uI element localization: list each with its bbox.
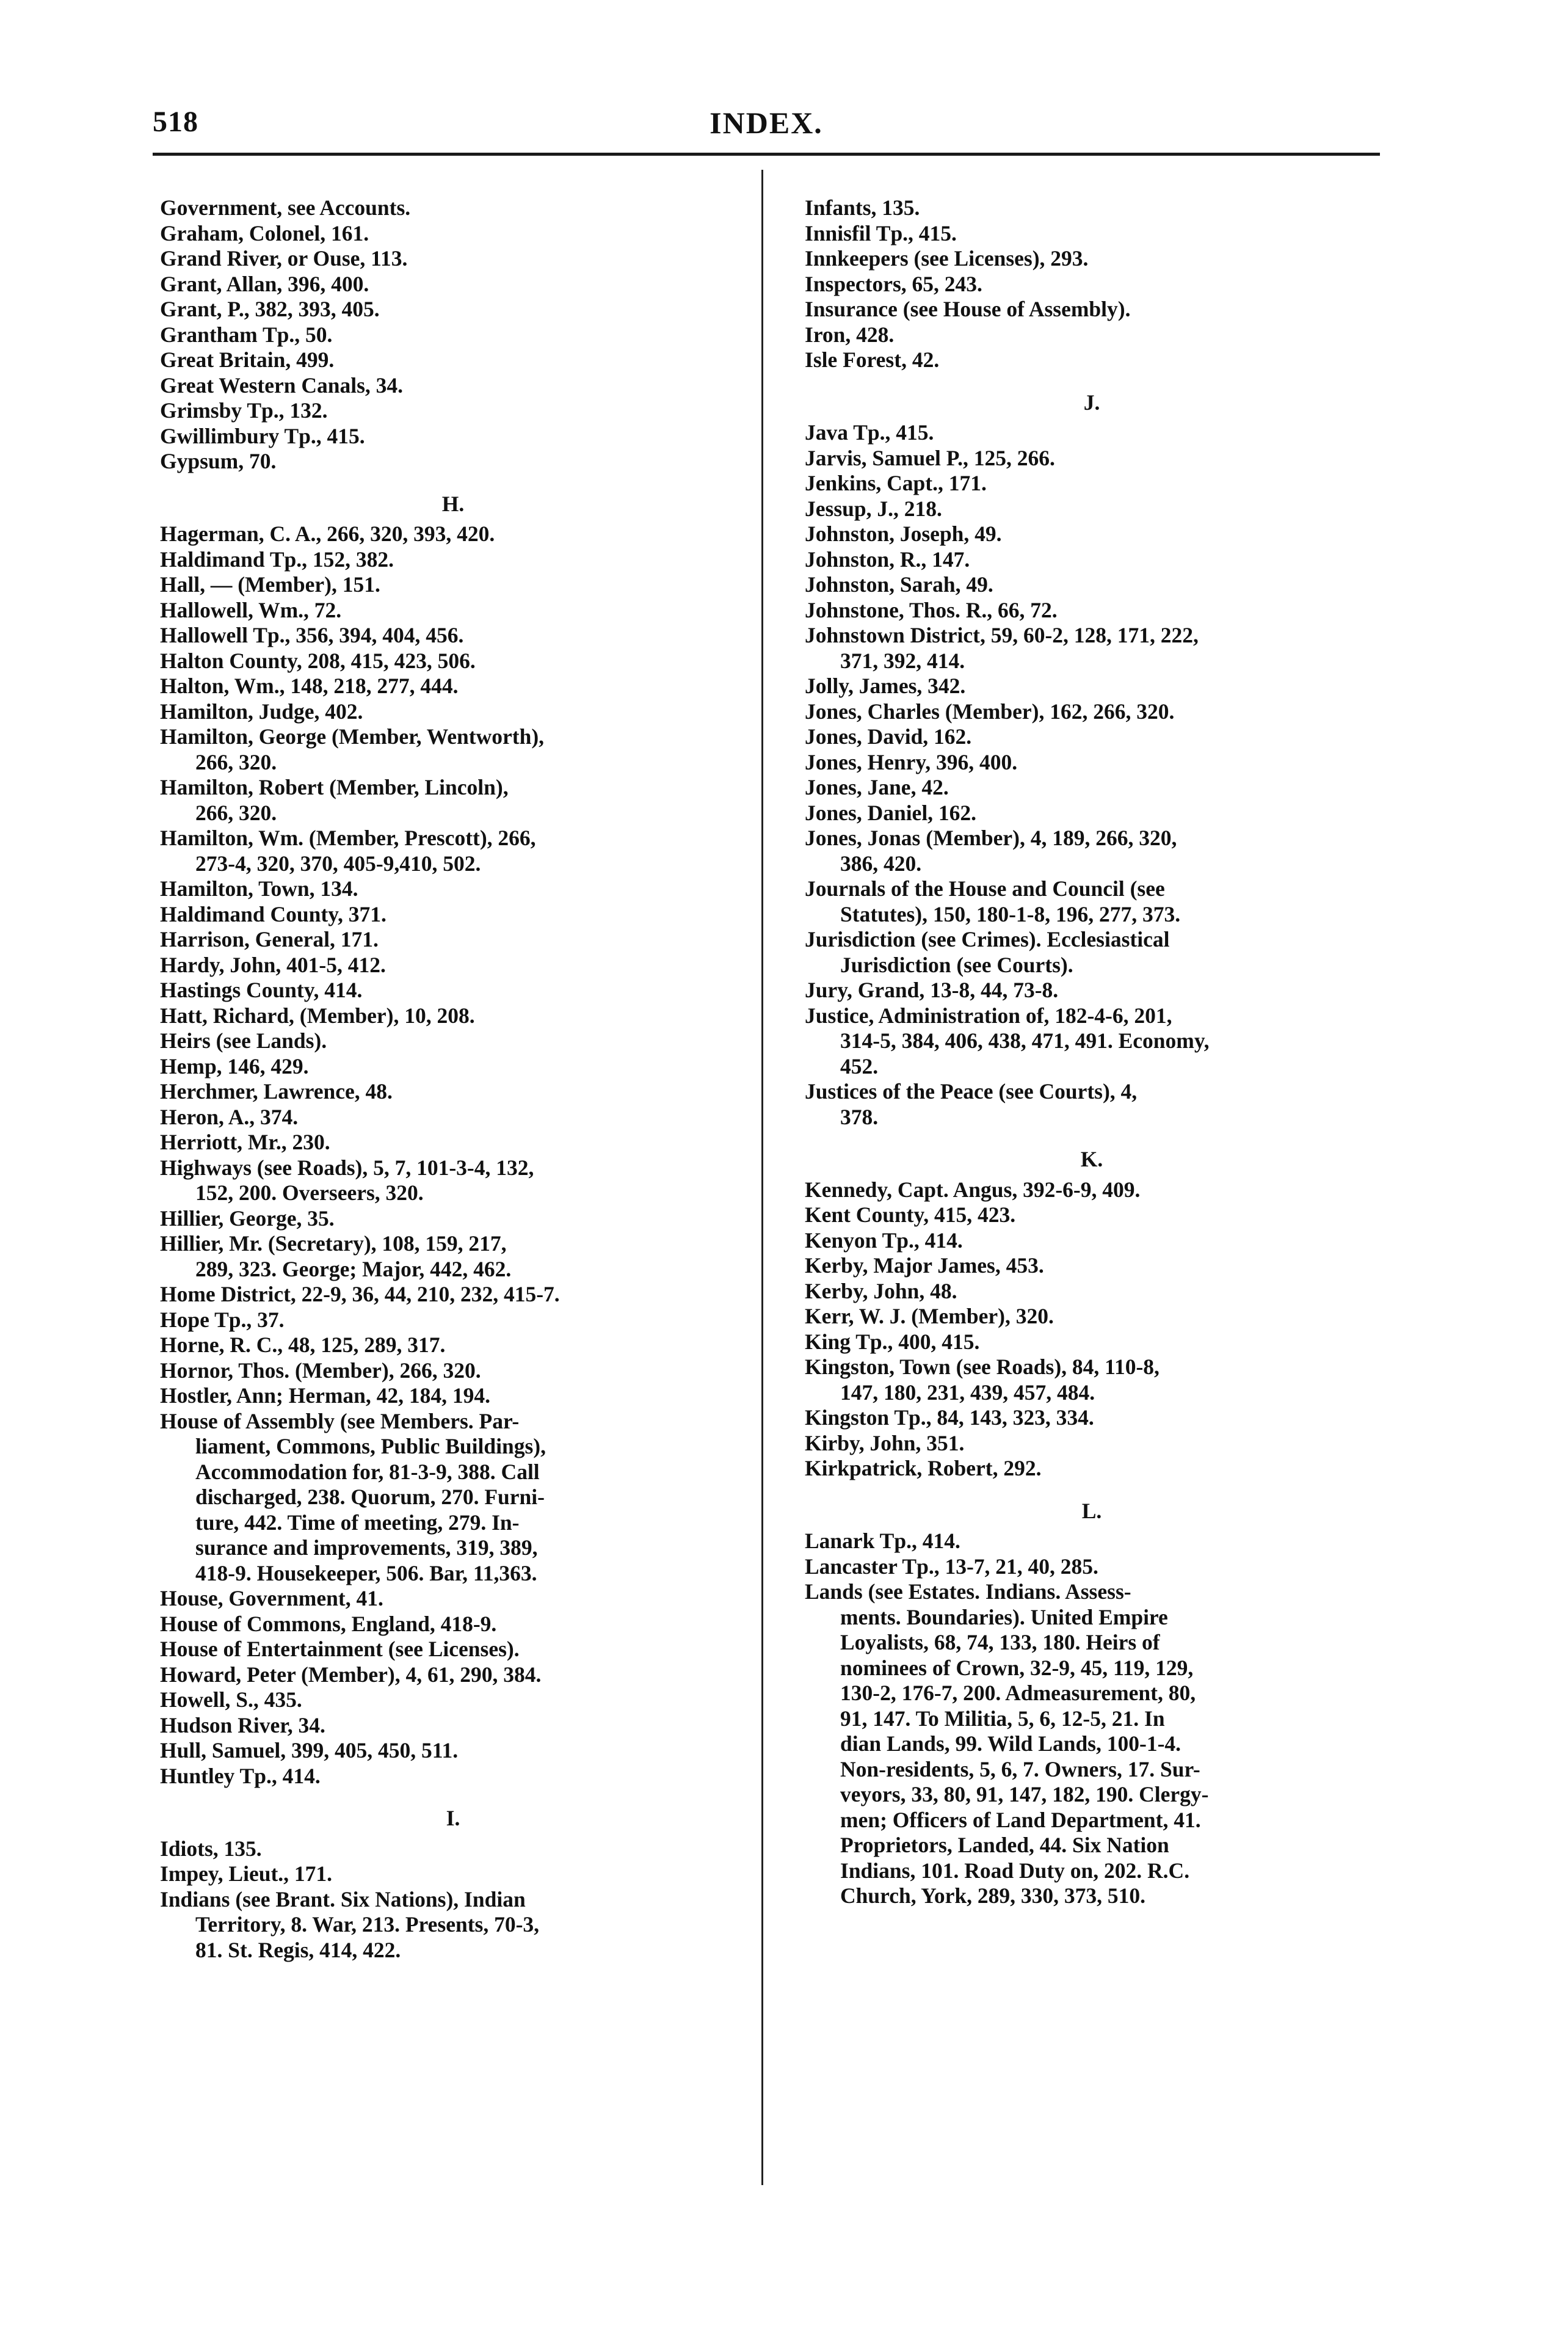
section-letter: I. bbox=[446, 1806, 460, 1830]
entry-line: Kerby, John, 48. bbox=[805, 1278, 957, 1303]
index-entry bbox=[160, 1836, 746, 1862]
index-entry bbox=[805, 978, 1379, 1003]
index-entry bbox=[805, 1079, 1379, 1130]
index-entry bbox=[160, 1409, 746, 1587]
entry-continuation-line: Loyalists, 68, 74, 133, 180. Heirs of bbox=[840, 1630, 1160, 1654]
entry-line: Graham, Colonel, 161. bbox=[160, 220, 369, 246]
entry-line: House of Commons, England, 418-9. bbox=[160, 1611, 497, 1636]
index-entry bbox=[805, 1202, 1379, 1228]
entry-continuation-line: Jurisdiction (see Courts). bbox=[840, 952, 1073, 977]
entry-continuation-line: Accommodation for, 81-3-9, 388. Call bbox=[195, 1459, 540, 1484]
entry-continuation-line: ture, 442. Time of meeting, 279. In- bbox=[195, 1510, 520, 1535]
entry-line: Johnston, R., 147. bbox=[805, 547, 970, 572]
entry-line: Indians (see Brant. Six Nations), Indian bbox=[160, 1886, 526, 1912]
index-entry bbox=[160, 1105, 746, 1130]
section-letter: J. bbox=[1083, 390, 1100, 415]
entry-line: Great Western Canals, 34. bbox=[160, 373, 404, 398]
index-entry bbox=[805, 623, 1379, 674]
index-entry bbox=[160, 674, 746, 699]
entry-continuation-line: 378. bbox=[840, 1104, 879, 1129]
index-entry bbox=[805, 876, 1379, 927]
index-entry bbox=[805, 775, 1379, 801]
index-entry bbox=[160, 221, 746, 247]
entry-line: Justices of the Peace (see Courts), 4, bbox=[805, 1079, 1138, 1104]
entry-line: Harrison, General, 171. bbox=[160, 927, 379, 951]
index-entry bbox=[160, 272, 746, 297]
index-entry bbox=[160, 1155, 746, 1206]
entry-line: Home District, 22-9, 36, 44, 210, 232, 415-7. bbox=[160, 1282, 560, 1306]
entry-line: Jolly, James, 342. bbox=[805, 674, 966, 698]
index-entry bbox=[160, 953, 746, 978]
entry-line: Innkeepers (see Licenses), 293. bbox=[805, 246, 1089, 271]
index-column-right bbox=[805, 195, 1379, 1909]
entry-continuation-line: liament, Commons, Public Buildings), bbox=[195, 1434, 546, 1458]
index-entry bbox=[805, 801, 1379, 826]
entry-line: Hamilton, Judge, 402. bbox=[160, 699, 363, 724]
index-column-left bbox=[160, 195, 746, 1963]
entry-continuation-line: 130-2, 176-7, 200. Admeasurement, 80, bbox=[840, 1681, 1196, 1705]
entry-line: Haldimand Tp., 152, 382. bbox=[160, 547, 394, 572]
entry-line: Grant, P., 382, 393, 405. bbox=[160, 297, 380, 321]
entry-line: Jurisdiction (see Crimes). Ecclesiastical bbox=[805, 927, 1170, 951]
entry-line: Jenkins, Capt., 171. bbox=[805, 471, 987, 495]
entry-continuation-line: 314-5, 384, 406, 438, 471, 491. Economy, bbox=[840, 1028, 1210, 1053]
index-entry bbox=[160, 347, 746, 373]
entry-line: Hall, — (Member), 151. bbox=[160, 572, 380, 597]
running-title: INDEX. bbox=[710, 106, 823, 140]
entry-line: Hillier, Mr. (Secretary), 108, 159, 217, bbox=[160, 1231, 507, 1256]
index-entry bbox=[160, 724, 746, 775]
entry-line: Horne, R. C., 48, 125, 289, 317. bbox=[160, 1333, 446, 1357]
index-entry bbox=[160, 1713, 746, 1739]
entry-line: Hull, Samuel, 399, 405, 450, 511. bbox=[160, 1738, 459, 1762]
index-entry bbox=[160, 1308, 746, 1333]
entry-line: Howard, Peter (Member), 4, 61, 290, 384. bbox=[160, 1662, 542, 1687]
entry-line: Justice, Administration of, 182-4-6, 201, bbox=[805, 1003, 1172, 1028]
index-entry bbox=[160, 449, 746, 475]
entry-continuation-line: 452. bbox=[840, 1053, 879, 1079]
entry-line: Haldimand County, 371. bbox=[160, 901, 387, 926]
entry-line: Insurance (see House of Assembly). bbox=[805, 297, 1131, 321]
entry-continuation-line: dian Lands, 99. Wild Lands, 100-1-4. bbox=[840, 1731, 1181, 1756]
entry-line: Hardy, John, 401-5, 412. bbox=[160, 952, 386, 977]
index-entry bbox=[805, 1253, 1379, 1279]
index-entry bbox=[805, 1355, 1379, 1405]
index-entry bbox=[160, 623, 746, 649]
entry-line: Jessup, J., 218. bbox=[805, 496, 942, 521]
index-entry bbox=[160, 1687, 746, 1713]
index-entry bbox=[160, 1028, 746, 1054]
entry-line: Kerr, W. J. (Member), 320. bbox=[805, 1304, 1054, 1328]
index-entry bbox=[160, 373, 746, 399]
entry-line: Hastings County, 414. bbox=[160, 978, 363, 1002]
entry-line: Inspectors, 65, 243. bbox=[805, 271, 982, 296]
index-entry bbox=[160, 1206, 746, 1232]
index-entry bbox=[160, 547, 746, 573]
index-entry bbox=[805, 272, 1379, 297]
entry-continuation-line: men; Officers of Land Department, 41. bbox=[840, 1807, 1201, 1832]
index-entry bbox=[805, 572, 1379, 598]
index-entry bbox=[805, 420, 1379, 446]
index-entry bbox=[160, 978, 746, 1003]
entry-line: Johnston, Joseph, 49. bbox=[805, 522, 1002, 546]
page-header bbox=[153, 105, 1380, 154]
index-entry bbox=[805, 1554, 1379, 1580]
entry-line: Lands (see Estates. Indians. Assess- bbox=[805, 1579, 1131, 1604]
entry-line: Highways (see Roads), 5, 7, 101-3-4, 132, bbox=[160, 1155, 534, 1180]
index-entry bbox=[805, 826, 1379, 876]
index-entry bbox=[160, 1130, 746, 1155]
index-entry bbox=[160, 1383, 746, 1409]
index-entry bbox=[160, 1358, 746, 1384]
entry-line: King Tp., 400, 415. bbox=[805, 1329, 980, 1354]
index-entry bbox=[160, 572, 746, 598]
index-entry bbox=[160, 246, 746, 272]
index-entry bbox=[805, 497, 1379, 522]
entry-line: Hallowell Tp., 356, 394, 404, 456. bbox=[160, 623, 464, 647]
index-entry bbox=[160, 1282, 746, 1308]
entry-line: Johnston, Sarah, 49. bbox=[805, 572, 993, 597]
entry-continuation-line: surance and improvements, 319, 389, bbox=[195, 1535, 538, 1560]
index-entry bbox=[805, 1431, 1379, 1457]
index-entry bbox=[805, 699, 1379, 725]
entry-continuation-line: Territory, 8. War, 213. Presents, 70-3, bbox=[195, 1912, 540, 1937]
entry-line: Kingston, Town (see Roads), 84, 110-8, bbox=[805, 1355, 1160, 1379]
entry-continuation-line: Indians, 101. Road Duty on, 202. R.C. bbox=[840, 1858, 1190, 1883]
entry-line: Jones, Henry, 396, 400. bbox=[805, 749, 1018, 774]
index-entry bbox=[160, 1887, 746, 1963]
index-entry bbox=[805, 221, 1379, 247]
entry-line: Kerby, Major James, 453. bbox=[805, 1253, 1044, 1278]
header-rule bbox=[153, 153, 1380, 156]
index-entry bbox=[805, 297, 1379, 322]
entry-line: Hamilton, George (Member, Wentworth), bbox=[160, 724, 545, 749]
entry-line: House of Entertainment (see Licenses). bbox=[160, 1637, 520, 1661]
index-entry bbox=[805, 322, 1379, 348]
index-entry bbox=[805, 927, 1379, 978]
entry-continuation-line: 289, 323. George; Major, 442, 462. bbox=[195, 1256, 512, 1281]
index-entry bbox=[160, 1662, 746, 1688]
entry-line: Hillier, George, 35. bbox=[160, 1206, 335, 1231]
index-entry bbox=[805, 598, 1379, 624]
entry-line: Jury, Grand, 13-8, 44, 73-8. bbox=[805, 978, 1059, 1002]
entry-line: Grand River, or Ouse, 113. bbox=[160, 246, 408, 271]
entry-line: Isle Forest, 42. bbox=[805, 347, 940, 372]
entry-line: Grimsby Tp., 132. bbox=[160, 398, 328, 423]
entry-line: Herriott, Mr., 230. bbox=[160, 1130, 330, 1154]
entry-line: Hope Tp., 37. bbox=[160, 1307, 285, 1332]
index-entry bbox=[805, 750, 1379, 776]
index-entry bbox=[805, 1405, 1379, 1431]
index-entry bbox=[160, 775, 746, 826]
entry-continuation-line: 273-4, 320, 370, 405-9,410, 502. bbox=[195, 851, 481, 876]
entry-continuation-line: Statutes), 150, 180-1-8, 196, 277, 373. bbox=[840, 901, 1181, 926]
entry-line: Howell, S., 435. bbox=[160, 1687, 302, 1712]
index-entry bbox=[805, 1304, 1379, 1330]
index-entry bbox=[805, 1003, 1379, 1080]
entry-line: Jones, Daniel, 162. bbox=[805, 800, 977, 825]
entry-line: Hemp, 146, 429. bbox=[160, 1053, 309, 1079]
index-entry bbox=[160, 322, 746, 348]
index-entry bbox=[160, 876, 746, 902]
index-entry bbox=[160, 398, 746, 424]
entry-line: Kingston Tp., 84, 143, 323, 334. bbox=[805, 1405, 1094, 1430]
index-entry bbox=[805, 1279, 1379, 1304]
entry-line: Great Britain, 499. bbox=[160, 347, 335, 372]
entry-line: Johnstone, Thos. R., 66, 72. bbox=[805, 597, 1058, 622]
entry-line: Kennedy, Capt. Angus, 392-6-9, 409. bbox=[805, 1177, 1141, 1202]
entry-line: Heirs (see Lands). bbox=[160, 1028, 327, 1053]
entry-line: Hamilton, Wm. (Member, Prescott), 266, bbox=[160, 826, 536, 850]
index-entry bbox=[805, 724, 1379, 750]
entry-line: Kent County, 415, 423. bbox=[805, 1202, 1016, 1227]
index-entry bbox=[160, 1637, 746, 1662]
entry-continuation-line: Non-residents, 5, 6, 7. Owners, 17. Sur- bbox=[840, 1756, 1200, 1781]
entry-continuation-line: discharged, 238. Quorum, 270. Furni- bbox=[195, 1485, 545, 1509]
index-entry bbox=[805, 1529, 1379, 1554]
entry-line: Jones, Charles (Member), 162, 266, 320. bbox=[805, 699, 1175, 724]
entry-continuation-line: nominees of Crown, 32-9, 45, 119, 129, bbox=[840, 1655, 1194, 1680]
entry-line: Jarvis, Samuel P., 125, 266. bbox=[805, 445, 1055, 470]
entry-line: Halton County, 208, 415, 423, 506. bbox=[160, 648, 476, 673]
index-entry bbox=[160, 1231, 746, 1282]
entry-line: Java Tp., 415. bbox=[805, 420, 934, 445]
index-entry bbox=[805, 674, 1379, 699]
index-entry bbox=[160, 1054, 746, 1080]
index-entry bbox=[160, 902, 746, 928]
entry-line: Gwillimbury Tp., 415. bbox=[160, 423, 365, 448]
entry-line: Hatt, Richard, (Member), 10, 208. bbox=[160, 1003, 475, 1028]
section-letter: H. bbox=[441, 491, 465, 516]
entry-line: Heron, A., 374. bbox=[160, 1104, 299, 1129]
index-entry bbox=[805, 1228, 1379, 1254]
index-entry bbox=[160, 927, 746, 953]
entry-continuation-line: 418-9. Housekeeper, 506. Bar, 11,363. bbox=[195, 1560, 537, 1585]
index-entry bbox=[160, 1003, 746, 1029]
entry-continuation-line: Proprietors, Landed, 44. Six Nation bbox=[840, 1833, 1169, 1857]
entry-line: Gypsum, 70. bbox=[160, 449, 277, 473]
index-entry bbox=[805, 446, 1379, 471]
entry-continuation-line: 91, 147. To Militia, 5, 6, 12-5, 21. In bbox=[840, 1706, 1165, 1731]
index-entry bbox=[805, 347, 1379, 373]
entry-continuation-line: 386, 420. bbox=[840, 851, 922, 876]
section-letter: L. bbox=[1081, 1498, 1102, 1523]
entry-line: Idiots, 135. bbox=[160, 1836, 262, 1861]
entry-line: Jones, David, 162. bbox=[805, 724, 972, 749]
index-entry bbox=[805, 471, 1379, 497]
index-entry bbox=[805, 1177, 1379, 1203]
entry-continuation-line: 266, 320. bbox=[195, 749, 277, 774]
entry-line: Kirkpatrick, Robert, 292. bbox=[805, 1456, 1042, 1480]
entry-line: Jones, Jane, 42. bbox=[805, 775, 949, 799]
entry-continuation-line: Church, York, 289, 330, 373, 510. bbox=[840, 1883, 1145, 1908]
entry-line: Journals of the House and Council (see bbox=[805, 876, 1165, 901]
entry-line: Impey, Lieut., 171. bbox=[160, 1861, 333, 1886]
entry-line: Hallowell, Wm., 72. bbox=[160, 597, 342, 622]
entry-line: House, Government, 41. bbox=[160, 1586, 383, 1610]
index-entry bbox=[805, 1456, 1379, 1482]
entry-line: Huntley Tp., 414. bbox=[160, 1763, 321, 1788]
page-number: 518 bbox=[153, 106, 198, 138]
index-entry bbox=[160, 598, 746, 624]
column-divider bbox=[761, 170, 763, 2185]
index-entry bbox=[160, 1333, 746, 1358]
index-entry bbox=[160, 699, 746, 725]
index-entry bbox=[805, 522, 1379, 547]
entry-line: Innisfil Tp., 415. bbox=[805, 220, 957, 246]
entry-line: Kenyon Tp., 414. bbox=[805, 1228, 963, 1253]
index-entry bbox=[160, 297, 746, 322]
index-entry bbox=[160, 649, 746, 674]
entry-continuation-line: 371, 392, 414. bbox=[840, 648, 965, 673]
index-entry bbox=[160, 1738, 746, 1764]
index-entry bbox=[160, 1612, 746, 1637]
entry-line: Herchmer, Lawrence, 48. bbox=[160, 1079, 393, 1104]
entry-line: Grant, Allan, 396, 400. bbox=[160, 271, 369, 296]
entry-line: Lancaster Tp., 13-7, 21, 40, 285. bbox=[805, 1554, 1098, 1579]
entry-line: Hostler, Ann; Herman, 42, 184, 194. bbox=[160, 1383, 491, 1408]
entry-continuation-line: 81. St. Regis, 414, 422. bbox=[195, 1937, 401, 1962]
entry-continuation-line: 266, 320. bbox=[195, 800, 277, 825]
index-entry bbox=[160, 1764, 746, 1789]
index-entry bbox=[160, 1861, 746, 1887]
entry-line: House of Assembly (see Members. Par- bbox=[160, 1408, 520, 1433]
index-entry bbox=[805, 246, 1379, 272]
section-letter: K. bbox=[1080, 1147, 1103, 1171]
entry-line: Johnstown District, 59, 60-2, 128, 171, 222, bbox=[805, 623, 1199, 647]
index-entry bbox=[160, 195, 746, 221]
entry-line: Hamilton, Town, 134. bbox=[160, 876, 358, 901]
entry-continuation-line: veyors, 33, 80, 91, 147, 182, 190. Clergy- bbox=[840, 1782, 1209, 1806]
entry-line: Government, see Accounts. bbox=[160, 195, 411, 220]
entry-line: Hudson River, 34. bbox=[160, 1712, 325, 1737]
index-entry bbox=[805, 1579, 1379, 1909]
entry-line: Lanark Tp., 414. bbox=[805, 1529, 960, 1553]
entry-line: Jones, Jonas (Member), 4, 189, 266, 320, bbox=[805, 826, 1177, 850]
entry-line: Infants, 135. bbox=[805, 195, 920, 220]
index-entry bbox=[160, 424, 746, 449]
index-entry bbox=[805, 195, 1379, 221]
index-entry bbox=[805, 547, 1379, 573]
index-entry bbox=[160, 826, 746, 876]
entry-continuation-line: 152, 200. Overseers, 320. bbox=[195, 1180, 424, 1205]
entry-line: Hornor, Thos. (Member), 266, 320. bbox=[160, 1358, 481, 1383]
entry-continuation-line: 147, 180, 231, 439, 457, 484. bbox=[840, 1380, 1095, 1405]
entry-line: Grantham Tp., 50. bbox=[160, 322, 333, 347]
index-entry bbox=[160, 1079, 746, 1105]
index-entry bbox=[160, 522, 746, 547]
entry-line: Hamilton, Robert (Member, Lincoln), bbox=[160, 775, 509, 799]
index-entry bbox=[805, 1330, 1379, 1355]
entry-continuation-line: ments. Boundaries). United Empire bbox=[840, 1604, 1168, 1629]
entry-line: Kirby, John, 351. bbox=[805, 1430, 965, 1455]
entry-line: Halton, Wm., 148, 218, 277, 444. bbox=[160, 674, 459, 698]
index-entry bbox=[160, 1586, 746, 1612]
entry-line: Hagerman, C. A., 266, 320, 393, 420. bbox=[160, 522, 495, 546]
entry-line: Iron, 428. bbox=[805, 322, 895, 347]
